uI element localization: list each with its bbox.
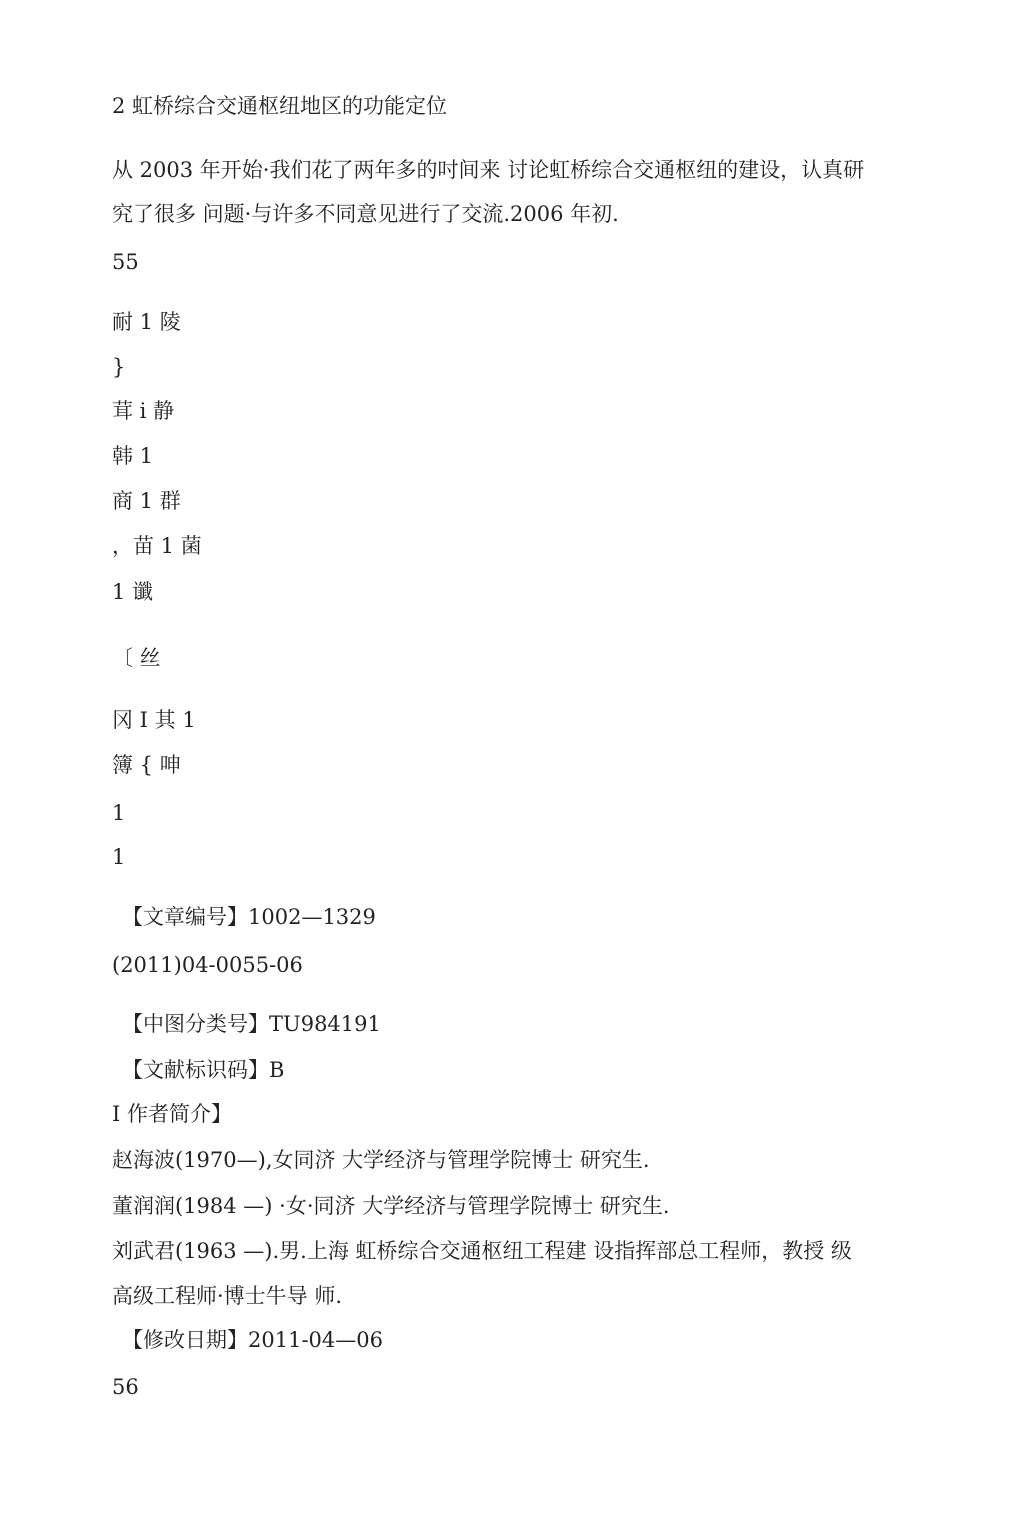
author-2: 董润润(1984 —) ·女·同济 大学经济与管理学院博士 研究生.: [112, 1194, 670, 1218]
clc-number: 【中图分类号】TU984191: [122, 1012, 381, 1036]
ocr-fragment: 簿 { 呻: [112, 753, 181, 777]
ocr-fragment: 茸 i 静: [112, 399, 175, 423]
ocr-fragment: }: [112, 355, 126, 379]
article-number: 【文章编号】1002—1329: [122, 905, 376, 929]
article-number-continued: (2011)04-0055-06: [112, 953, 303, 977]
ocr-fragment: 1: [112, 845, 126, 869]
ocr-fragment: 冈 I 其 1: [112, 708, 196, 732]
document-code: 【文献标识码】B: [122, 1058, 285, 1082]
ocr-fragment: 商 1 群: [112, 489, 181, 513]
ocr-fragment: 耐 1 陵: [112, 310, 181, 334]
ocr-fragment: 韩 1: [112, 444, 154, 468]
ocr-fragment: 1 谶: [112, 580, 154, 604]
revision-date: 【修改日期】2011-04—06: [122, 1328, 383, 1352]
author-intro-label: I 作者简介】: [112, 1102, 232, 1126]
ocr-fragment: 1: [112, 801, 126, 825]
ocr-fragment: ，苗 1 菌: [112, 534, 202, 558]
author-1: 赵海波(1970—),女同济 大学经济与管理学院博士 研究生.: [112, 1148, 650, 1172]
body-line-1: 从 2003 年开始·我们花了两年多的吋间来 讨论虹桥综合交通枢纽的建设，认真研: [112, 158, 865, 182]
author-3-line-1: 刘武君(1963 —).男.上海 虹桥综合交通枢纽工程建 设指挥部总工程师，教授 级: [112, 1239, 852, 1263]
page-number-top: 55: [112, 250, 139, 274]
body-line-2: 究了很多 问题·与许多不同意见进行了交流.2006 年初.: [112, 202, 619, 226]
author-3-line-2: 高级工程师·博士牛导 师.: [112, 1284, 343, 1308]
page-number-bottom: 56: [112, 1375, 139, 1399]
section-heading: 2 虹桥综合交通枢纽地区的功能定位: [112, 94, 448, 118]
ocr-fragment: 〔 丝: [112, 646, 161, 670]
